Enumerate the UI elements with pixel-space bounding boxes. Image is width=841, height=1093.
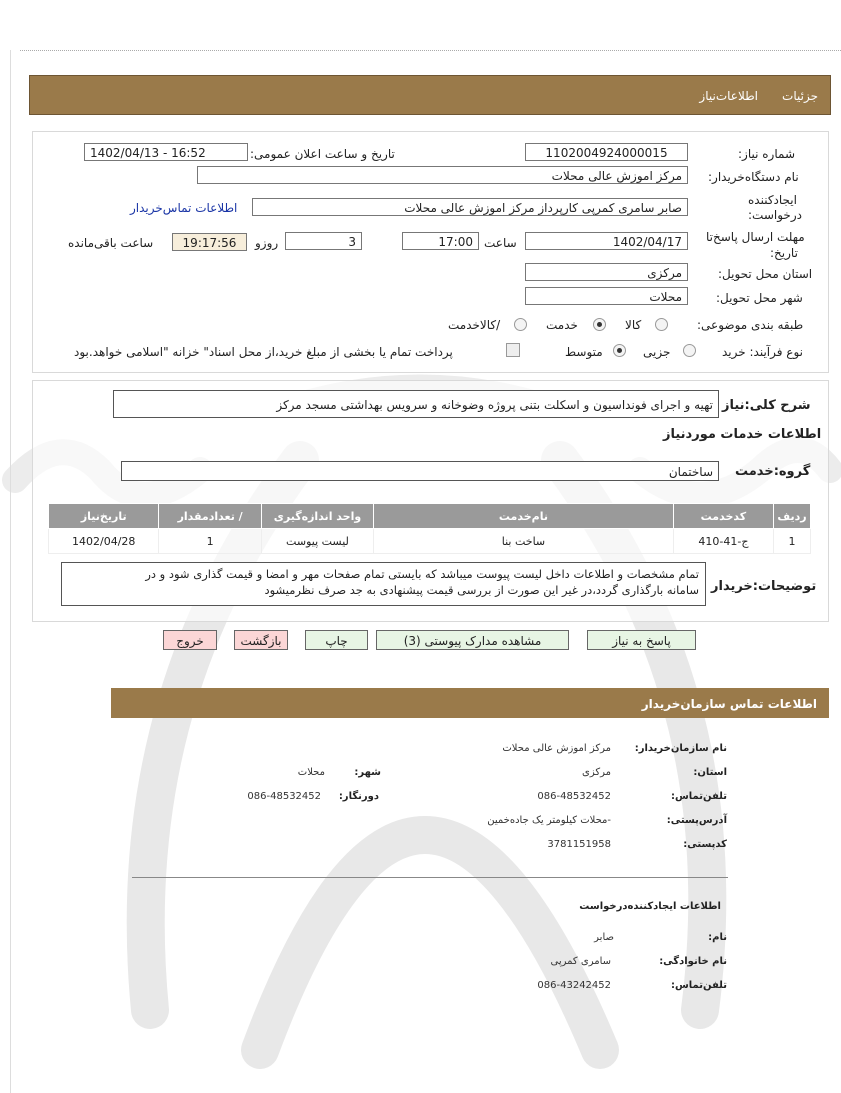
cell-row: 1 [774, 529, 811, 554]
top-divider [20, 50, 841, 51]
org-city-label: شهر: [354, 767, 381, 778]
creator-name-label: نام: [708, 932, 727, 943]
buyer-contact-link[interactable]: اطلاعات تماس‌خریدار [130, 201, 238, 215]
services-table [48, 503, 811, 554]
services-title: اطلاعات خدمات موردنیاز [663, 427, 822, 442]
org-city-value: محلات [297, 767, 325, 778]
province-label: استان محل تحویل: [718, 267, 813, 281]
creator-info-title: اطلاعات ایجاد‌کننده‌درخواست [579, 901, 721, 912]
city-label: شهر محل تحویل: [716, 291, 803, 305]
days-field: 3 [285, 232, 362, 250]
creator-label-2: درخواست: [748, 208, 802, 222]
summary-field: تهیه و اجرای فونداسیون و اسکلت بتنی پروژه وضوخانه و سرویس بهداشتی مسجد مرکز [113, 390, 719, 418]
deadline-time-field: 17:00 [402, 232, 479, 250]
left-divider [10, 50, 11, 1093]
category-both-label: /کالاخدمت [448, 318, 501, 332]
province-field: مرکزی [525, 263, 688, 281]
notes-line-2: سامانه بارگذاری گردد،در غیر این صورت از بررسی قیمت پیشنهادی به جد صرف نظرمیشود [264, 583, 699, 597]
back-button[interactable]: بازگشت [234, 630, 288, 650]
creator-name-value: صابر [594, 932, 614, 943]
category-service-label: خدمت [546, 318, 578, 332]
org-phone-value: 086-48532452 [537, 791, 611, 802]
org-name-label: نام سازمان‌خریدار: [634, 743, 727, 754]
time-label: ساعت [484, 236, 517, 250]
deadline-label-1: مهلت ارسال پاسخ‌تا [706, 230, 805, 244]
org-fax-value: 086-48532452 [247, 791, 321, 802]
deadline-label-2: تاریخ: [770, 246, 798, 260]
need-number-field: 1102004924000015 [525, 143, 688, 161]
reply-button[interactable]: پاسخ به نیاز [587, 630, 696, 650]
group-label: گروه:خدمت [735, 464, 811, 479]
notes-field [61, 562, 706, 606]
category-service-radio[interactable] [593, 318, 606, 331]
cell-code: ج-41-410 [673, 529, 773, 554]
process-partial-label: جزیی [643, 345, 671, 359]
day-label: روزو [255, 236, 279, 250]
remaining-label: ساعت باقی‌مانده [68, 236, 154, 250]
tab-details[interactable]: جزئیات [782, 89, 818, 103]
process-partial-radio[interactable] [683, 344, 696, 357]
creator-family-value: سامری کمرپی [550, 956, 611, 967]
org-province-label: استان: [693, 767, 727, 778]
category-goods-label: کالا [625, 318, 642, 332]
org-phone-label: تلفن‌تماس: [670, 791, 727, 802]
page-header [29, 75, 831, 115]
exit-button[interactable]: خروج [163, 630, 217, 650]
org-contact-title: اطلاعات تماس سازمان‌خریدار [641, 697, 817, 711]
org-postal-value: 3781151958 [547, 839, 611, 850]
cell-date: 1402/04/28 [49, 529, 159, 554]
print-button[interactable]: چاپ [305, 630, 368, 650]
need-number-label: شماره نیاز: [738, 147, 795, 161]
org-address-label: آدرس‌پستی: [666, 815, 727, 826]
creator-label-1: ایجادکننده [748, 193, 797, 207]
org-fax-label: دورنگار: [338, 791, 379, 802]
announce-label: تاریخ و ساعت اعلان عمومی: [250, 147, 395, 161]
col-name: نام‌خدمت [374, 504, 674, 529]
group-field: ساختمان [121, 461, 719, 481]
creator-family-label: نام خانوادگی: [659, 956, 727, 967]
org-address-value: -محلات کیلومتر یک جاده‌خمین [487, 815, 611, 826]
creator-field: صابر سامری کمرپی کارپرداز مرکز اموزش عالی محلات [252, 198, 688, 216]
process-medium-radio[interactable] [613, 344, 626, 357]
org-province-value: مرکزی [582, 767, 611, 778]
col-code: کدخدمت [673, 504, 773, 529]
summary-label: شرح کلی:نیاز [722, 398, 811, 413]
cell-name: ساخت بنا [374, 529, 674, 554]
category-both-radio[interactable] [514, 318, 527, 331]
org-contact-header [111, 688, 829, 718]
org-name-value: مرکز اموزش عالی محلات [502, 743, 611, 754]
payment-checkbox[interactable] [506, 343, 520, 357]
process-medium-label: متوسط [565, 345, 603, 359]
buyer-org-label: نام دستگاه‌خریدار: [708, 170, 799, 184]
cell-qty: 1 [159, 529, 261, 554]
table-row [49, 529, 811, 554]
view-documents-button[interactable]: مشاهده مدارک پیوستی (3) [376, 630, 569, 650]
col-qty: / تعدادمقدار [159, 504, 261, 529]
announce-field: 1402/04/13 - 16:52 [84, 143, 248, 161]
creator-phone-value: 086-43242452 [537, 980, 611, 991]
category-goods-radio[interactable] [655, 318, 668, 331]
tab-need-info[interactable]: اطلاعات‌نیاز [699, 89, 758, 103]
buyer-org-field: مرکز اموزش عالی محلات [197, 166, 688, 184]
notes-label: توضیحات:خریدار [711, 579, 817, 594]
cell-unit: لیست پیوست [261, 529, 373, 554]
city-field: محلات [525, 287, 688, 305]
process-label: نوع فرآیند: خرید [722, 345, 803, 359]
remaining-time-field: 19:17:56 [172, 233, 247, 251]
notes-line-1: تمام مشخصات و اطلاعات داخل لیست پیوست میباشد که بایستی تمام صفحات مهر و امضا و قیمت گذاری شود و در [145, 567, 699, 581]
contact-divider [132, 877, 728, 878]
col-date: تاریخ‌نیاز [49, 504, 159, 529]
col-unit: واحد اندازه‌گیری [261, 504, 373, 529]
org-postal-label: کدپستی: [683, 839, 727, 850]
deadline-date-field: 1402/04/17 [525, 232, 688, 250]
category-label: طبقه بندی موضوعی: [697, 318, 804, 332]
payment-note: پرداخت تمام یا بخشی از مبلغ خرید،از محل اسناد" خزانه "اسلامی خواهد.بود [74, 345, 453, 359]
creator-phone-label: تلفن‌تماس: [670, 980, 727, 991]
col-row: ردیف [774, 504, 811, 529]
